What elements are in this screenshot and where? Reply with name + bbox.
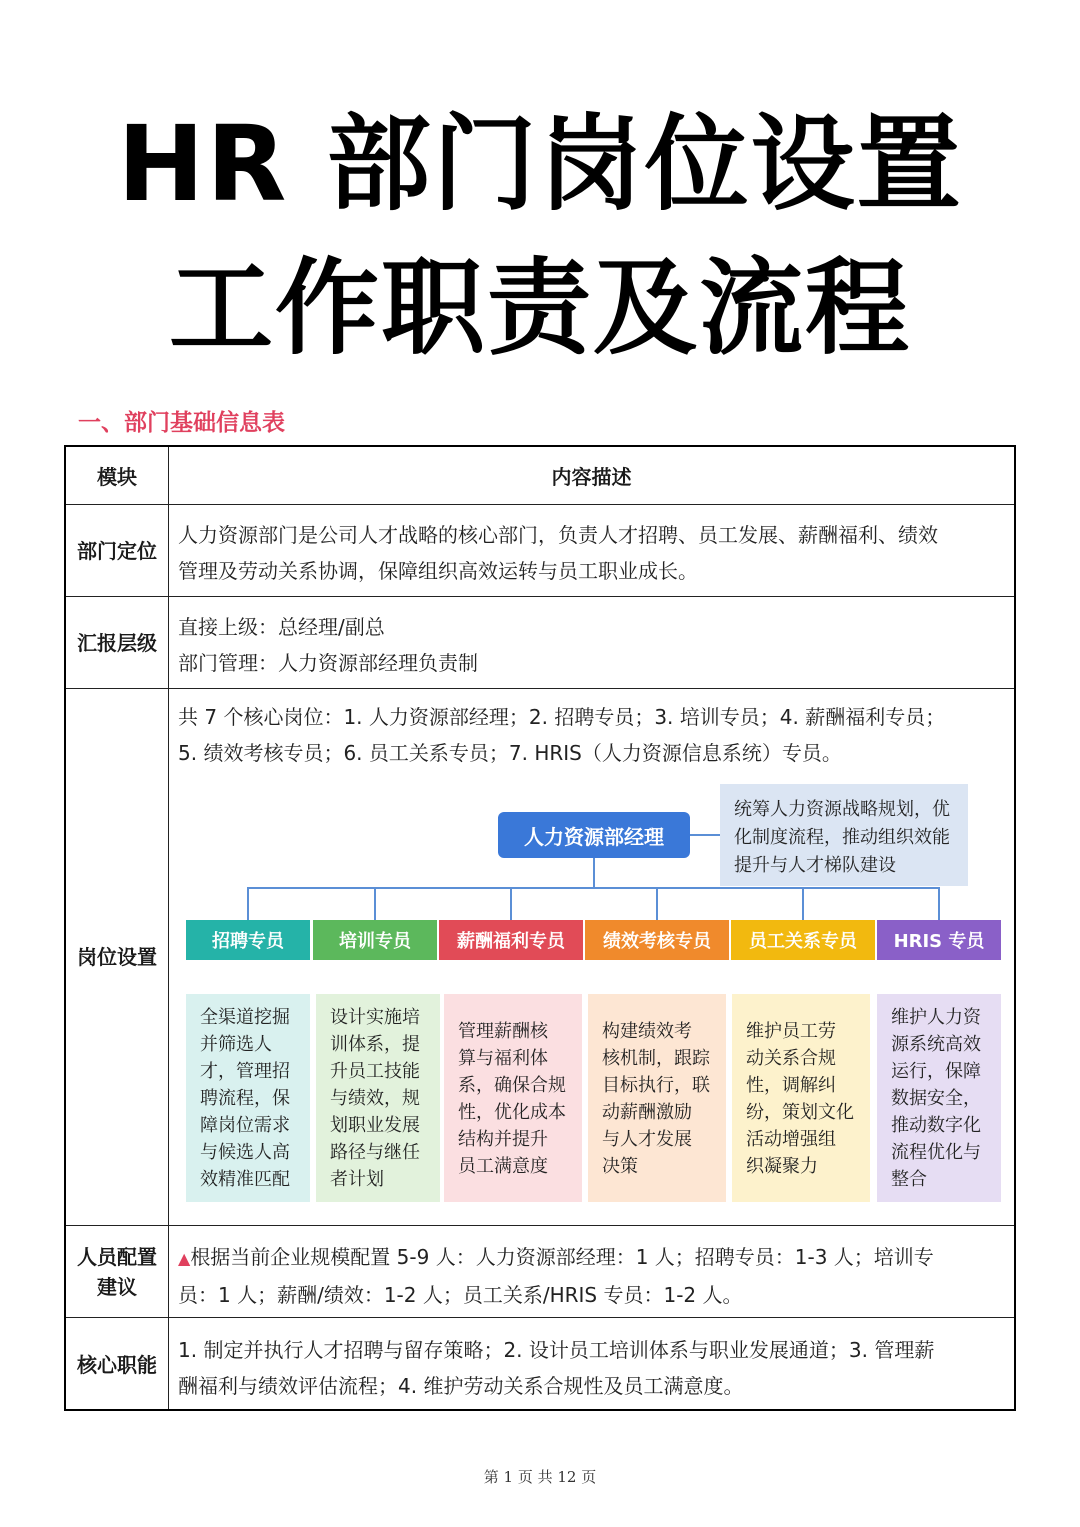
- role-compensation: 薪酬福利专员: [439, 920, 583, 960]
- desc-line: 障岗位需求: [200, 1115, 290, 1136]
- connector-line: [510, 887, 512, 920]
- desc-line: 系，确保合规: [458, 1075, 566, 1096]
- desc-line: 核机制，跟踪: [602, 1048, 710, 1069]
- section-heading: 一、部门基础信息表: [78, 410, 285, 436]
- connector-line: [593, 858, 595, 888]
- role-employee-relations: 员工关系专员: [731, 920, 875, 960]
- row-content-staffing: [178, 1239, 1004, 1313]
- label-line: 建议: [97, 1274, 137, 1299]
- desc-line: 源系统高效: [891, 1034, 981, 1055]
- row-content-positioning: [178, 517, 1004, 589]
- role-recruiting: 招聘专员: [186, 920, 310, 960]
- desc-line: 维护人力资: [891, 1007, 981, 1028]
- desc-line: 动关系合规: [746, 1048, 836, 1069]
- header-module: 模块: [97, 465, 137, 489]
- desc-line: 算与福利体: [458, 1048, 548, 1069]
- row-content-core-functions: [178, 1332, 1004, 1404]
- desc-line: 划职业发展: [330, 1115, 420, 1136]
- text-line: 员：1 人；薪酬/绩效：1-2 人；员工关系/HRIS 专员：1-2 人。: [178, 1283, 743, 1307]
- desc-line: 全渠道挖掘: [200, 1007, 290, 1028]
- role-desc-employee-relations: [732, 994, 870, 1202]
- desc-line: 决策: [602, 1156, 638, 1177]
- desc-line: 织凝聚力: [746, 1156, 818, 1177]
- desc-line: 效精准匹配: [200, 1169, 290, 1190]
- desc-line: 与绩效，规: [330, 1088, 420, 1109]
- text-line: 人力资源部门是公司人才战略的核心部门，负责人才招聘、员工发展、薪酬福利、绩效: [178, 523, 938, 547]
- row-label-positions: 岗位设置: [77, 945, 157, 969]
- text-line: 管理及劳动关系协调，保障组织高效运转与员工职业成长。: [178, 559, 698, 583]
- row-divider: [66, 596, 1014, 597]
- text-line: 部门管理：人力资源部经理负责制: [178, 651, 478, 675]
- text-line: 共 7 个核心岗位：1. 人力资源部经理；2. 招聘专员；3. 培训专员；4. 薪酬福利专员；: [178, 705, 946, 729]
- text-line: 1. 制定并执行人才招聘与留存策略；2. 设计员工培训体系与职业发展通道；3. 管理薪: [178, 1338, 935, 1362]
- role-desc-hris: [877, 994, 1001, 1202]
- role-desc-training: [316, 994, 440, 1202]
- desc-line: 与人才发展: [602, 1129, 692, 1150]
- row-label-staffing: [66, 1226, 168, 1317]
- desc-line: 设计实施培: [330, 1007, 420, 1028]
- page-footer: 第 1 页 共 12 页: [483, 1468, 597, 1486]
- page-title-line1: HR 部门岗位设置: [117, 103, 963, 225]
- role-hris: HRIS 专员: [877, 920, 1001, 960]
- row-divider: [66, 504, 1014, 505]
- role-desc-compensation: [444, 994, 582, 1202]
- desc-line: 目标执行，联: [602, 1075, 710, 1096]
- connector-line: [247, 887, 249, 920]
- desc-line: 结构并提升: [458, 1129, 548, 1150]
- desc-line: 管理薪酬核: [458, 1021, 548, 1042]
- desc-line: 才，管理招: [200, 1061, 290, 1082]
- org-chart: [168, 780, 1014, 1212]
- desc-line: 与候选人高: [200, 1142, 290, 1163]
- desc-line: 性，调解纠: [746, 1075, 836, 1096]
- desc-line: 运行，保障: [891, 1061, 981, 1082]
- page-title-line2: 工作职责及流程: [168, 247, 911, 369]
- desc-line: 纷，策划文化: [746, 1102, 854, 1123]
- desc-line: 整合: [891, 1169, 927, 1190]
- header-content: 内容描述: [551, 465, 632, 489]
- connector-line: [690, 834, 720, 836]
- desc-line: 维护员工劳: [746, 1021, 836, 1042]
- desc-line: 活动增强组: [746, 1129, 836, 1150]
- desc-line: 升员工技能: [330, 1061, 420, 1082]
- role-performance: 绩效考核专员: [585, 920, 729, 960]
- desc-line: 数据安全，: [891, 1088, 981, 1109]
- manager-description: [720, 784, 968, 886]
- desc-line: 统筹人力资源战略规划，优: [734, 799, 950, 820]
- row-divider: [66, 1225, 1014, 1226]
- desc-line: 构建绩效考: [602, 1021, 692, 1042]
- desc-line: 者计划: [330, 1169, 384, 1190]
- text-line-content: 根据当前企业规模配置 5-9 人：人力资源部经理：1 人；招聘专员：1-3 人；培训专: [190, 1245, 934, 1269]
- desc-line: 动薪酬激励: [602, 1102, 692, 1123]
- desc-line: 员工满意度: [458, 1156, 548, 1177]
- role-desc-recruiting: [186, 994, 310, 1202]
- text-line: [178, 1239, 1004, 1277]
- row-content-reporting: [178, 609, 1004, 681]
- text-line: 5. 绩效考核专员；6. 员工关系专员；7. HRIS（人力资源信息系统）专员。: [178, 741, 842, 765]
- row-content-positions: [178, 699, 1004, 771]
- text-line: 直接上级：总经理/副总: [178, 615, 385, 639]
- desc-line: 流程优化与: [891, 1142, 981, 1163]
- desc-line: 并筛选人: [200, 1034, 272, 1055]
- manager-box: 人力资源部经理: [498, 812, 690, 858]
- desc-line: 聘流程，保: [200, 1088, 290, 1109]
- desc-line: 训体系，提: [330, 1034, 420, 1055]
- row-divider: [66, 688, 1014, 689]
- connector-line: [938, 887, 940, 920]
- connector-line: [374, 887, 376, 920]
- connector-line: [656, 887, 658, 920]
- role-training: 培训专员: [313, 920, 437, 960]
- triangle-icon: ▲: [178, 1249, 191, 1268]
- row-divider: [66, 1317, 1014, 1318]
- connector-bus: [248, 887, 940, 889]
- desc-line: 化制度流程，推动组织效能: [734, 827, 950, 848]
- text-line: 酬福利与绩效评估流程；4. 维护劳动关系合规性及员工满意度。: [178, 1374, 744, 1398]
- row-label-positioning: 部门定位: [77, 538, 157, 563]
- desc-line: 性，优化成本: [458, 1102, 566, 1123]
- desc-line: 推动数字化: [891, 1115, 981, 1136]
- row-label-reporting: 汇报层级: [77, 630, 157, 655]
- label-line: 人员配置: [77, 1244, 157, 1269]
- desc-line: 提升与人才梯队建设: [734, 855, 896, 876]
- role-desc-performance: [588, 994, 726, 1202]
- row-label-core-functions: 核心职能: [77, 1352, 157, 1377]
- desc-line: 路径与继任: [330, 1142, 420, 1163]
- connector-line: [802, 887, 804, 920]
